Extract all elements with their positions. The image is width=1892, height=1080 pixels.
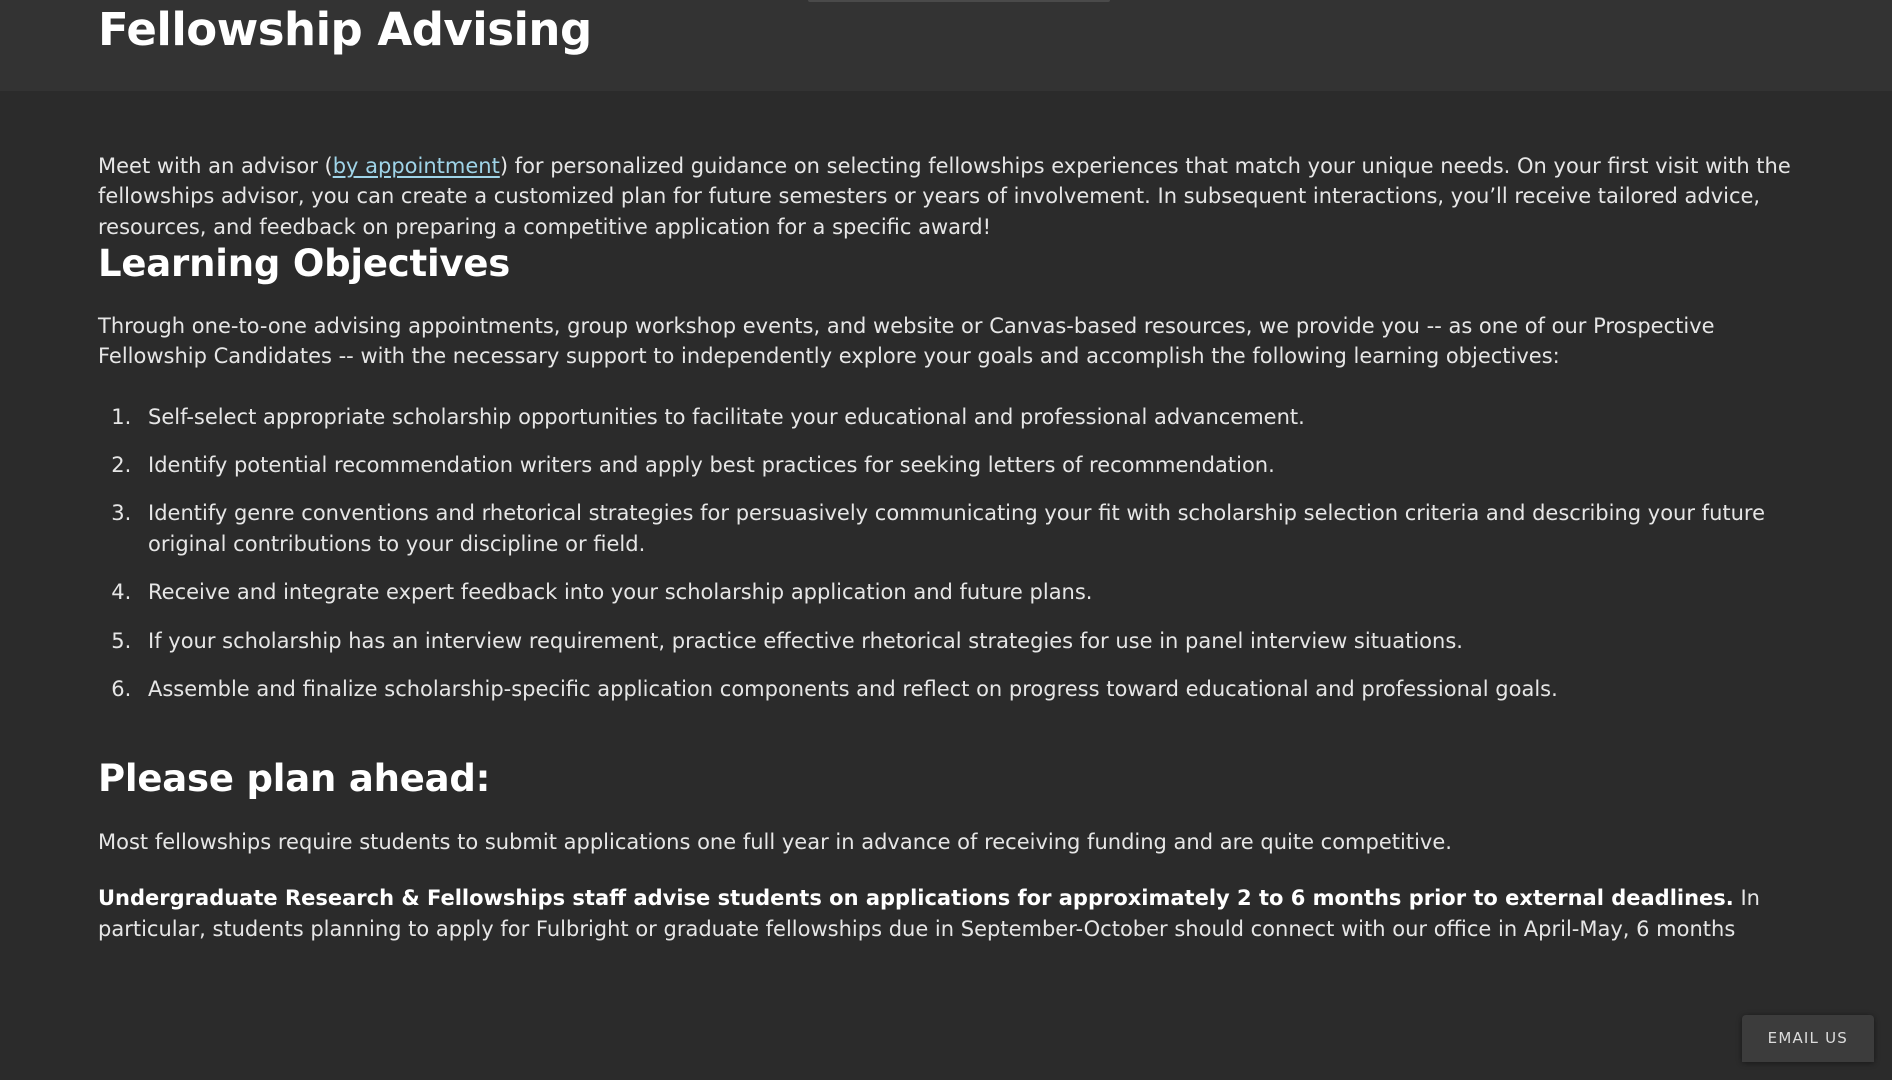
intro-text-before-link: Meet with an advisor ( bbox=[98, 154, 333, 178]
intro-paragraph bbox=[98, 151, 1794, 242]
learning-objectives-heading: Learning Objectives bbox=[98, 242, 511, 286]
learning-objectives-section bbox=[98, 242, 1794, 704]
list-item: 2. Identify potential recommendation writers and apply best practices for seeking letters of recommendation. bbox=[138, 450, 1794, 480]
list-item: 1. Self-select appropriate scholarship opportunities to facilitate your educational and professional advancement. bbox=[138, 402, 1794, 432]
learning-objectives-intro: Through one-to-one advising appointments, group workshop events, and website or Canvas-based resources, we provide you -- as one of our Prospective Fellowship Candidates -- with the necessary support to independently explore your goals and accomplish the following learning objectives: bbox=[98, 313, 1715, 369]
main-content bbox=[0, 91, 1892, 944]
plan-ahead-bold-lead: Undergraduate Research & Fellowships staff advise students on applications for approximately 2 to 6 months prior to external deadlines. bbox=[98, 886, 1734, 911]
list-item: 4. Receive and integrate expert feedback into your scholarship application and future plans. bbox=[138, 577, 1794, 607]
list-item: 3. Identify genre conventions and rhetorical strategies for persuasively communicating your fit with scholarship selection criteria and describing your future original contributions to your discipline or field. bbox=[138, 498, 1794, 559]
header-decorative-bar bbox=[808, 0, 1110, 2]
list-item: 6. Assemble and finalize scholarship-specific application components and reflect on progress toward educational and professional goals. bbox=[138, 674, 1794, 704]
intro-text-after-link: ) for personalized guidance on selecting fellowships experiences that match your unique needs. On your first visit with the fellowships advisor, you can create a customized plan for future semesters or years of involvement. In subsequent interactions, you’ll receive tailored advice, resources, and feedback on preparing a competitive application for a specific award! bbox=[98, 154, 1791, 239]
by-appointment-link[interactable]: by appointment bbox=[332, 154, 500, 178]
page-title: Fellowship Advising bbox=[98, 3, 592, 56]
plan-ahead-paragraph-1: Most fellowships require students to submit applications one full year in advance of receiving funding and are quite competitive. bbox=[98, 830, 1452, 855]
plan-ahead-section bbox=[98, 757, 1794, 945]
plan-ahead-paragraph-2 bbox=[98, 883, 1794, 944]
plan-ahead-heading: Please plan ahead: bbox=[98, 756, 491, 800]
learning-objectives-list bbox=[98, 402, 1794, 705]
plan-ahead-paragraph-2-rest: In particular, students planning to apply for Fulbright or graduate fellowships due in September-October should connect with our office in April-May, 6 months bbox=[98, 886, 1760, 941]
list-item: 5. If your scholarship has an interview requirement, practice effective rhetorical strategies for use in panel interview situations. bbox=[138, 626, 1794, 656]
email-us-button[interactable]: EMAIL US bbox=[1742, 1015, 1874, 1062]
page-header-band bbox=[0, 0, 1892, 91]
